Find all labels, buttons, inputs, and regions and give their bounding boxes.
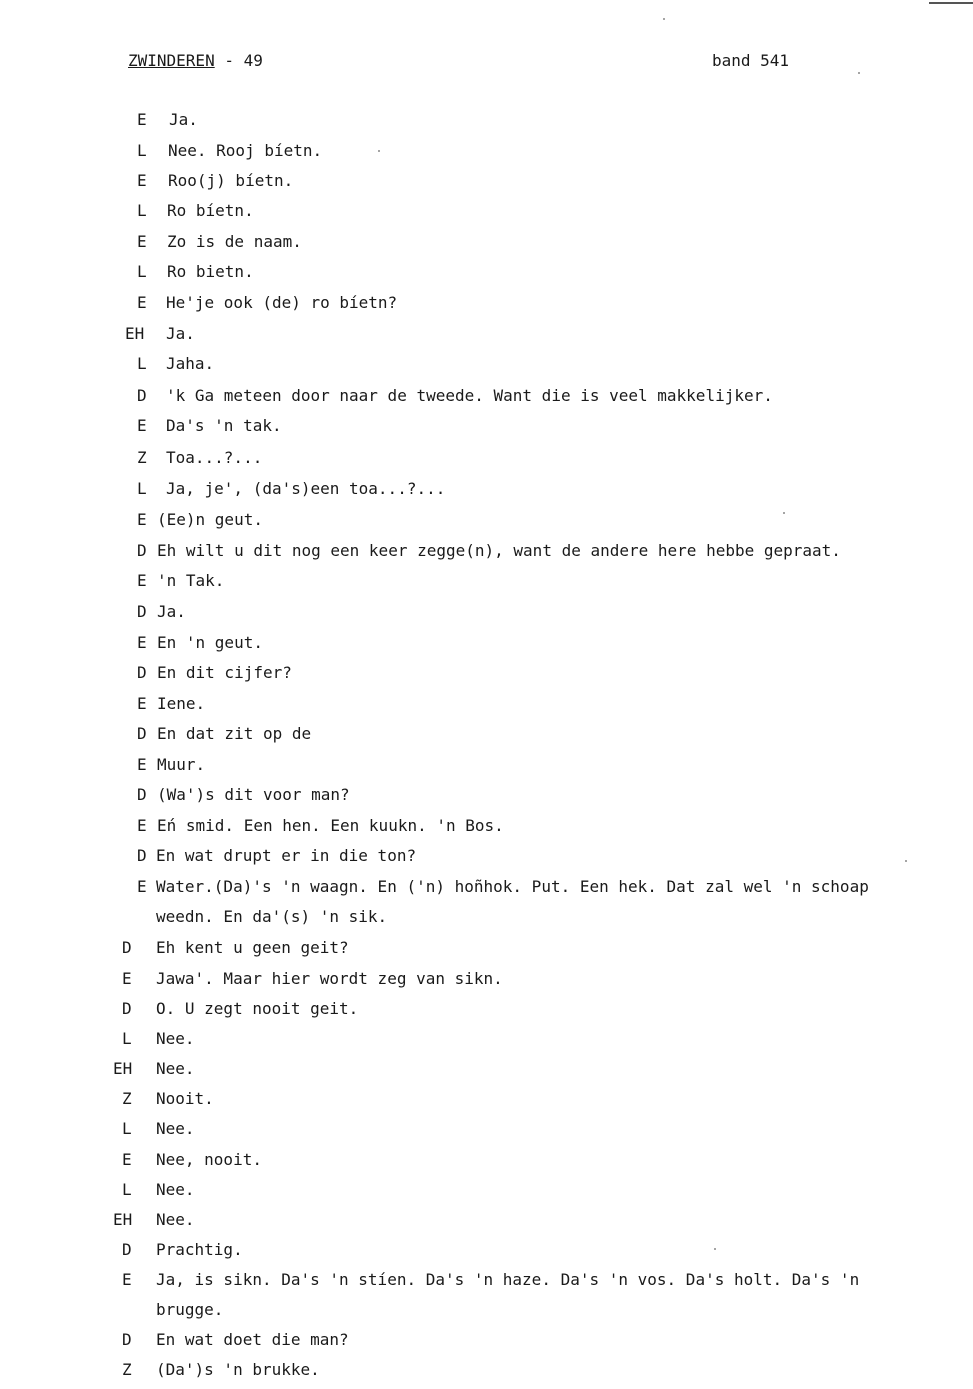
utterance-text: En dat zit op de [157,724,312,743]
utterance-text: Nee. [156,1180,195,1199]
speaker-label: E [137,633,147,652]
utterance-text: Ro bíetn. [167,201,254,220]
speaker-label: E [137,232,147,251]
speaker-label: D [137,663,147,682]
utterance-text: Nee. [156,1029,195,1048]
speaker-label: D [137,386,147,405]
speaker-label: E [137,416,147,435]
utterance-text: Ja. [169,110,198,129]
utterance-text: 'n Tak. [157,571,225,590]
utterance-text: Water.(Da)'s 'n waagn. En ('n) hoñhok. Put. Een hek. Dat zal wel 'n schoap [156,877,869,896]
speaker-label: D [137,602,147,621]
utterance-text: Nee. [156,1119,195,1138]
utterance-text: Nee. [156,1210,195,1229]
utterance-text: En wat drupt er in die ton? [156,846,417,865]
speaker-label: E [122,1150,132,1169]
utterance-text: Iene. [157,694,206,713]
utterance-text: Toa...?... [166,448,263,467]
utterance-text: Ro bietn. [167,262,254,281]
speaker-label: L [122,1029,132,1048]
speaker-label: D [122,938,132,957]
utterance-text: Zo is de naam. [167,232,302,251]
speaker-label: D [137,724,147,743]
speaker-label: E [122,1270,132,1289]
utterance-text: Roo(j) bíetn. [168,171,294,190]
speaker-label: D [122,1240,132,1259]
scan-speck [783,512,785,514]
utterance-text: Jaha. [166,354,215,373]
speaker-label: Z [137,448,147,467]
speaker-label: D [122,1330,132,1349]
speaker-label: EH [113,1210,133,1229]
speaker-label: E [137,816,147,835]
speaker-label: E [137,293,147,312]
utterance-text: Ja, je', (da's)een toa...?... [166,479,446,498]
utterance-text: Nooit. [156,1089,214,1108]
utterance-text: brugge. [156,1300,224,1319]
speaker-label: EH [113,1059,133,1078]
speaker-label: E [137,877,147,896]
utterance-text: En dit cijfer? [157,663,292,682]
speaker-label: E [137,571,147,590]
speaker-label: L [137,141,147,160]
utterance-text: (Wa')s dit voor man? [157,785,350,804]
speaker-label: L [122,1180,132,1199]
utterance-text: Da's 'n tak. [166,416,282,435]
page-header-left [128,50,263,72]
utterance-text: Prachtig. [156,1240,243,1259]
utterance-text: Nee. [156,1059,195,1078]
utterance-text: (Ee)n geut. [157,510,263,529]
scan-speck [905,860,907,862]
utterance-text: (Da')s 'n brukke. [156,1360,320,1379]
speaker-label: L [137,354,147,373]
speaker-label: Z [122,1360,132,1379]
utterance-text: weedn. En da'(s) 'n sik. [156,907,388,926]
utterance-text: Muur. [157,755,206,774]
utterance-text: Ja. [166,324,195,343]
utterance-text: En 'n geut. [157,633,263,652]
speaker-label: E [137,110,147,129]
utterance-text: He'je ook (de) ro bíetn? [166,293,398,312]
scan-speck [663,18,665,20]
page-number: - 49 [224,51,263,70]
scan-speck [378,150,380,152]
speaker-label: D [137,846,147,865]
tape-label: band 541 [712,51,790,70]
speaker-label: L [137,262,147,281]
edge-mark [929,2,973,4]
utterance-text: Nee, nooit. [156,1150,262,1169]
speaker-label: EH [125,324,145,343]
utterance-text: Eh wilt u dit nog een keer zegge(n), want de andere here hebbe gepraat. [157,541,841,560]
speaker-label: E [137,694,147,713]
speaker-label: E [137,171,147,190]
utterance-text: Eń smid. Een hen. Een kuukn. 'n Bos. [157,816,504,835]
utterance-text: 'k Ga meteen door naar de tweede. Want die is veel makkelijker. [166,386,773,405]
utterance-text: Ja, is sikn. Da's 'n stíen. Da's 'n haze. Da's 'n vos. Da's holt. Da's 'n [156,1270,860,1289]
speaker-label: L [122,1119,132,1138]
speaker-label: D [137,541,147,560]
utterance-text: Jawa'. Maar hier wordt zeg van sikn. [156,969,503,988]
speaker-label: Z [122,1089,132,1108]
speaker-label: E [137,755,147,774]
speaker-label: E [137,510,147,529]
utterance-text: En wat doet die man? [156,1330,349,1349]
utterance-text: O. U zegt nooit geit. [156,999,359,1018]
scan-speck [714,1248,716,1250]
utterance-text: Ja. [157,602,186,621]
speaker-label: D [122,999,132,1018]
speaker-label: D [137,785,147,804]
utterance-text: Eh kent u geen geit? [156,938,349,957]
speaker-label: L [137,201,147,220]
speaker-label: L [137,479,147,498]
document-title: ZWINDEREN [128,51,215,70]
utterance-text: Nee. Rooj bíetn. [168,141,323,160]
scan-speck [858,72,860,74]
speaker-label: E [122,969,132,988]
